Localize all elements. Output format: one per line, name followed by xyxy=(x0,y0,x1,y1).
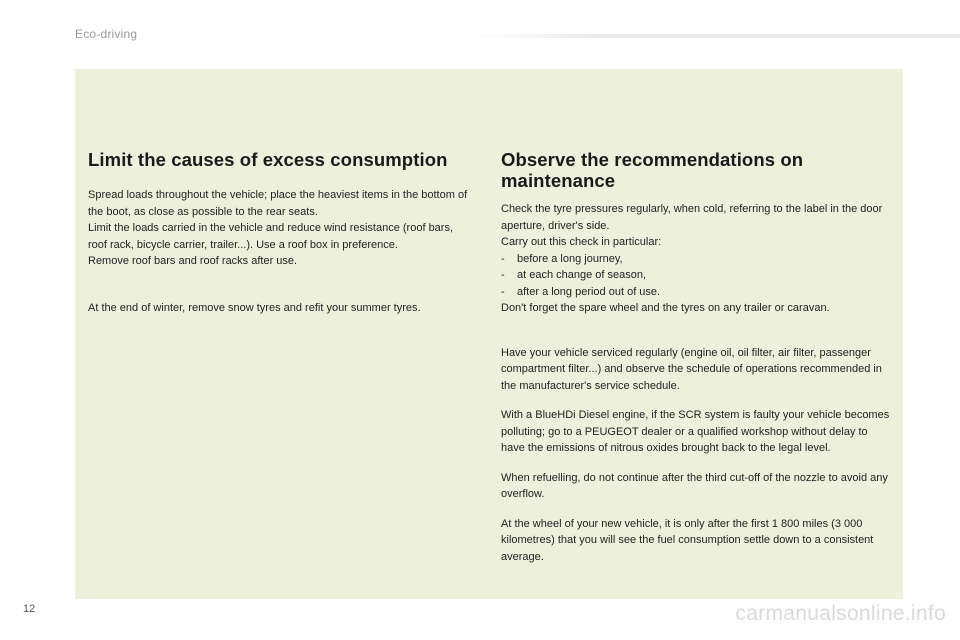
right-heading: Observe the recommendations on maintenance xyxy=(501,149,804,191)
right-paragraph-tyres: Check the tyre pressures regularly, when cold, referring to the label in the door aperture, driver's side. xyxy=(501,203,883,232)
section-title: Eco-driving xyxy=(75,27,138,41)
right-spare-note: Don't forget the spare wheel and the tyres on any trailer or caravan. xyxy=(501,302,830,314)
left-paragraph-roofbars: Remove roof bars and roof racks after use. xyxy=(88,255,298,267)
content-panel xyxy=(75,69,903,599)
list-item: - before a long journey, xyxy=(501,251,893,268)
left-paragraph-loads: Spread loads throughout the vehicle; place the heaviest items in the bottom of the boot, as close as possible to the rear seats. xyxy=(88,189,468,218)
page-number: 12 xyxy=(23,603,36,615)
list-item: - at each change of season, xyxy=(501,267,893,284)
right-paragraph-service: Have your vehicle serviced regularly (engine oil, oil filter, air filter, passenger compartment filter...) and observe the schedule of operations recommended in the manufacturer's service schedule. xyxy=(501,346,882,392)
right-column xyxy=(501,149,893,565)
left-paragraph-winter: At the end of winter, remove snow tyres and refit your summer tyres. xyxy=(88,301,421,314)
right-paragraph-bluehdi: With a BlueHDi Diesel engine, if the SCR system is faulty your vehicle becomes polluting; go to a PEUGEOT dealer or a qualified workshop without delay to have the emissions of nitrous oxides brought back to the legal level. xyxy=(501,409,890,454)
list-item: - after a long period out of use. xyxy=(501,284,893,301)
right-check-lead: Carry out this check in particular: xyxy=(501,236,662,248)
watermark: carmanualsonline.info xyxy=(735,602,946,625)
left-column xyxy=(88,149,473,316)
right-paragraph-newcar: At the wheel of your new vehicle, it is only after the first 1 800 miles (3 000 kilometres) that you will see the fuel consumption settle down to a consistent average. xyxy=(501,517,874,563)
left-heading: Limit the causes of excess consumption xyxy=(88,149,448,170)
header-rule xyxy=(470,34,960,38)
left-paragraph-wind: Limit the loads carried in the vehicle and reduce wind resistance (roof bars, roof rack, bicycle carrier, trailer...). Use a roof box in preference. xyxy=(88,222,454,251)
right-paragraph-refuel: When refuelling, do not continue after the third cut-off of the nozzle to avoid any overflow. xyxy=(501,471,888,500)
check-list xyxy=(501,251,893,301)
